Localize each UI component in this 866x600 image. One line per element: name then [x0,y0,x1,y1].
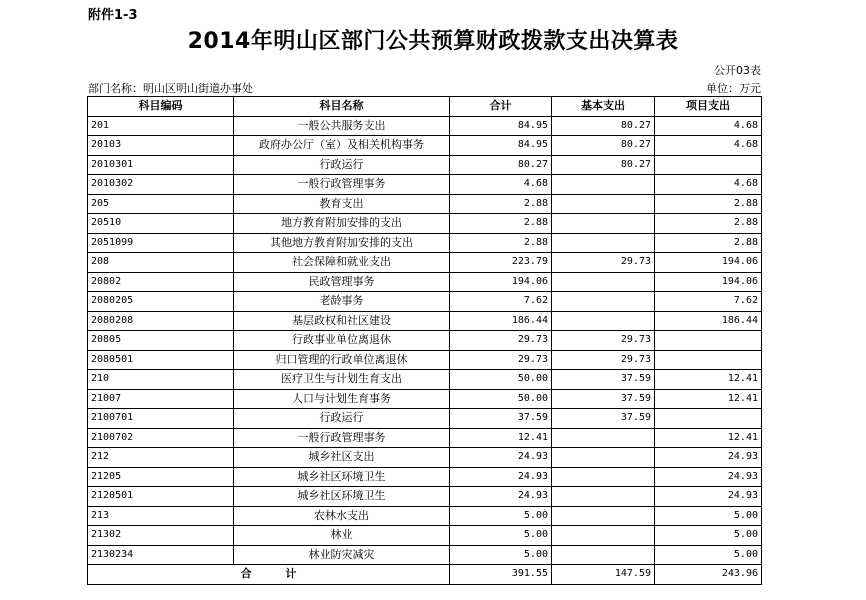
table-row [88,233,762,253]
table-row [88,272,762,292]
table-row [88,370,762,390]
total-row [88,565,762,585]
cell-project [655,331,762,351]
cell-name: 城乡社区环境卫生 [234,467,450,487]
cell-project: 186.44 [655,311,762,331]
cell-project: 12.41 [655,370,762,390]
column-header-total: 合计 [450,97,552,117]
cell-code: 213 [88,506,234,526]
cell-project: 24.93 [655,487,762,507]
cell-project: 194.06 [655,272,762,292]
cell-basic [552,428,655,448]
cell-code: 2100701 [88,409,234,429]
cell-code: 20510 [88,214,234,234]
cell-project: 5.00 [655,526,762,546]
cell-project: 4.68 [655,175,762,195]
cell-code: 2080501 [88,350,234,370]
cell-total: 194.06 [450,272,552,292]
cell-name: 行政运行 [234,155,450,175]
cell-project: 12.41 [655,389,762,409]
cell-code: 208 [88,253,234,273]
cell-code: 20805 [88,331,234,351]
cell-name: 城乡社区支出 [234,448,450,468]
table-row [88,214,762,234]
cell-name: 地方教育附加安排的支出 [234,214,450,234]
column-header-project: 项目支出 [655,97,762,117]
table-row [88,331,762,351]
cell-project: 4.68 [655,116,762,136]
total-label: 合 计 [88,565,450,585]
cell-code: 20802 [88,272,234,292]
cell-name: 城乡社区环境卫生 [234,487,450,507]
cell-basic: 80.27 [552,155,655,175]
table-row [88,409,762,429]
cell-total: 24.93 [450,487,552,507]
table-row [88,253,762,273]
cell-code: 2080205 [88,292,234,312]
cell-project: 2.88 [655,214,762,234]
cell-name: 行政运行 [234,409,450,429]
cell-name: 政府办公厅（室）及相关机构事务 [234,136,450,156]
cell-basic: 80.27 [552,116,655,136]
cell-project: 24.93 [655,467,762,487]
cell-total: 5.00 [450,545,552,565]
cell-total: 29.73 [450,350,552,370]
cell-code: 2120501 [88,487,234,507]
cell-code: 21205 [88,467,234,487]
cell-basic: 37.59 [552,370,655,390]
cell-total: 5.00 [450,506,552,526]
cell-project: 194.06 [655,253,762,273]
cell-code: 205 [88,194,234,214]
cell-basic [552,233,655,253]
cell-total: 223.79 [450,253,552,273]
cell-basic: 29.73 [552,331,655,351]
cell-code: 201 [88,116,234,136]
table-row [88,311,762,331]
cell-name: 人口与计划生育事务 [234,389,450,409]
table-row [88,506,762,526]
cell-code: 20103 [88,136,234,156]
cell-code: 21302 [88,526,234,546]
cell-name: 林业 [234,526,450,546]
cell-basic: 37.59 [552,409,655,429]
cell-code: 2080208 [88,311,234,331]
table-row [88,155,762,175]
cell-name: 教育支出 [234,194,450,214]
cell-total: 2.88 [450,233,552,253]
cell-basic [552,272,655,292]
cell-total: 12.41 [450,428,552,448]
cell-total: 50.00 [450,389,552,409]
cell-project [655,350,762,370]
cell-name: 其他地方教育附加安排的支出 [234,233,450,253]
table-row [88,116,762,136]
cell-total: 24.93 [450,448,552,468]
cell-code: 210 [88,370,234,390]
cell-basic: 29.73 [552,253,655,273]
cell-basic [552,487,655,507]
table-row [88,545,762,565]
table-row [88,448,762,468]
column-header-name: 科目名称 [234,97,450,117]
cell-code: 2100702 [88,428,234,448]
table-row [88,194,762,214]
cell-code: 21007 [88,389,234,409]
cell-code: 2130234 [88,545,234,565]
cell-total: 186.44 [450,311,552,331]
cell-basic [552,292,655,312]
cell-basic: 80.27 [552,136,655,156]
table-row [88,487,762,507]
cell-name: 农林水支出 [234,506,450,526]
cell-basic [552,311,655,331]
cell-name: 老龄事务 [234,292,450,312]
page-title: 2014年明山区部门公共预算财政拨款支出决算表 [187,29,679,54]
cell-total: 29.73 [450,331,552,351]
cell-basic [552,526,655,546]
cell-name: 一般行政管理事务 [234,428,450,448]
cell-basic: 37.59 [552,389,655,409]
cell-name: 基层政权和社区建设 [234,311,450,331]
cell-project: 12.41 [655,428,762,448]
cell-basic [552,545,655,565]
cell-project [655,409,762,429]
cell-code: 2010301 [88,155,234,175]
cell-code: 2051099 [88,233,234,253]
column-header-code: 科目编码 [88,97,234,117]
table-row [88,467,762,487]
cell-project: 2.88 [655,194,762,214]
budget-table [87,96,762,585]
cell-project: 7.62 [655,292,762,312]
cell-name: 一般公共服务支出 [234,116,450,136]
cell-name: 归口管理的行政单位离退休 [234,350,450,370]
form-number: 公开03表 [714,64,761,77]
department-name: 部门名称：明山区明山街道办事处 [88,82,253,95]
cell-total: 2.88 [450,194,552,214]
table-row [88,350,762,370]
cell-project: 2.88 [655,233,762,253]
total-project: 243.96 [655,565,762,585]
cell-total: 24.93 [450,467,552,487]
cell-basic: 29.73 [552,350,655,370]
cell-basic [552,448,655,468]
table-header-row [88,97,762,117]
cell-basic [552,194,655,214]
cell-project: 5.00 [655,545,762,565]
cell-project: 24.93 [655,448,762,468]
cell-code: 212 [88,448,234,468]
cell-project: 5.00 [655,506,762,526]
cell-name: 一般行政管理事务 [234,175,450,195]
cell-total: 2.88 [450,214,552,234]
cell-basic [552,467,655,487]
cell-name: 林业防灾减灾 [234,545,450,565]
total-basic: 147.59 [552,565,655,585]
table-row [88,389,762,409]
table-row [88,292,762,312]
cell-name: 医疗卫生与计划生育支出 [234,370,450,390]
cell-total: 7.62 [450,292,552,312]
total-sum: 391.55 [450,565,552,585]
cell-project: 4.68 [655,136,762,156]
table-row [88,175,762,195]
unit-label: 单位：万元 [706,82,761,95]
cell-name: 社会保障和就业支出 [234,253,450,273]
column-header-basic: 基本支出 [552,97,655,117]
table-row [88,136,762,156]
table-row [88,428,762,448]
cell-total: 50.00 [450,370,552,390]
cell-name: 民政管理事务 [234,272,450,292]
cell-project [655,155,762,175]
cell-basic [552,214,655,234]
cell-total: 84.95 [450,116,552,136]
cell-total: 80.27 [450,155,552,175]
cell-basic [552,175,655,195]
table-row [88,526,762,546]
cell-total: 37.59 [450,409,552,429]
cell-name: 行政事业单位离退休 [234,331,450,351]
cell-total: 5.00 [450,526,552,546]
cell-basic [552,506,655,526]
cell-code: 2010302 [88,175,234,195]
cell-total: 4.68 [450,175,552,195]
cell-total: 84.95 [450,136,552,156]
attachment-label: 附件1-3 [88,8,138,23]
